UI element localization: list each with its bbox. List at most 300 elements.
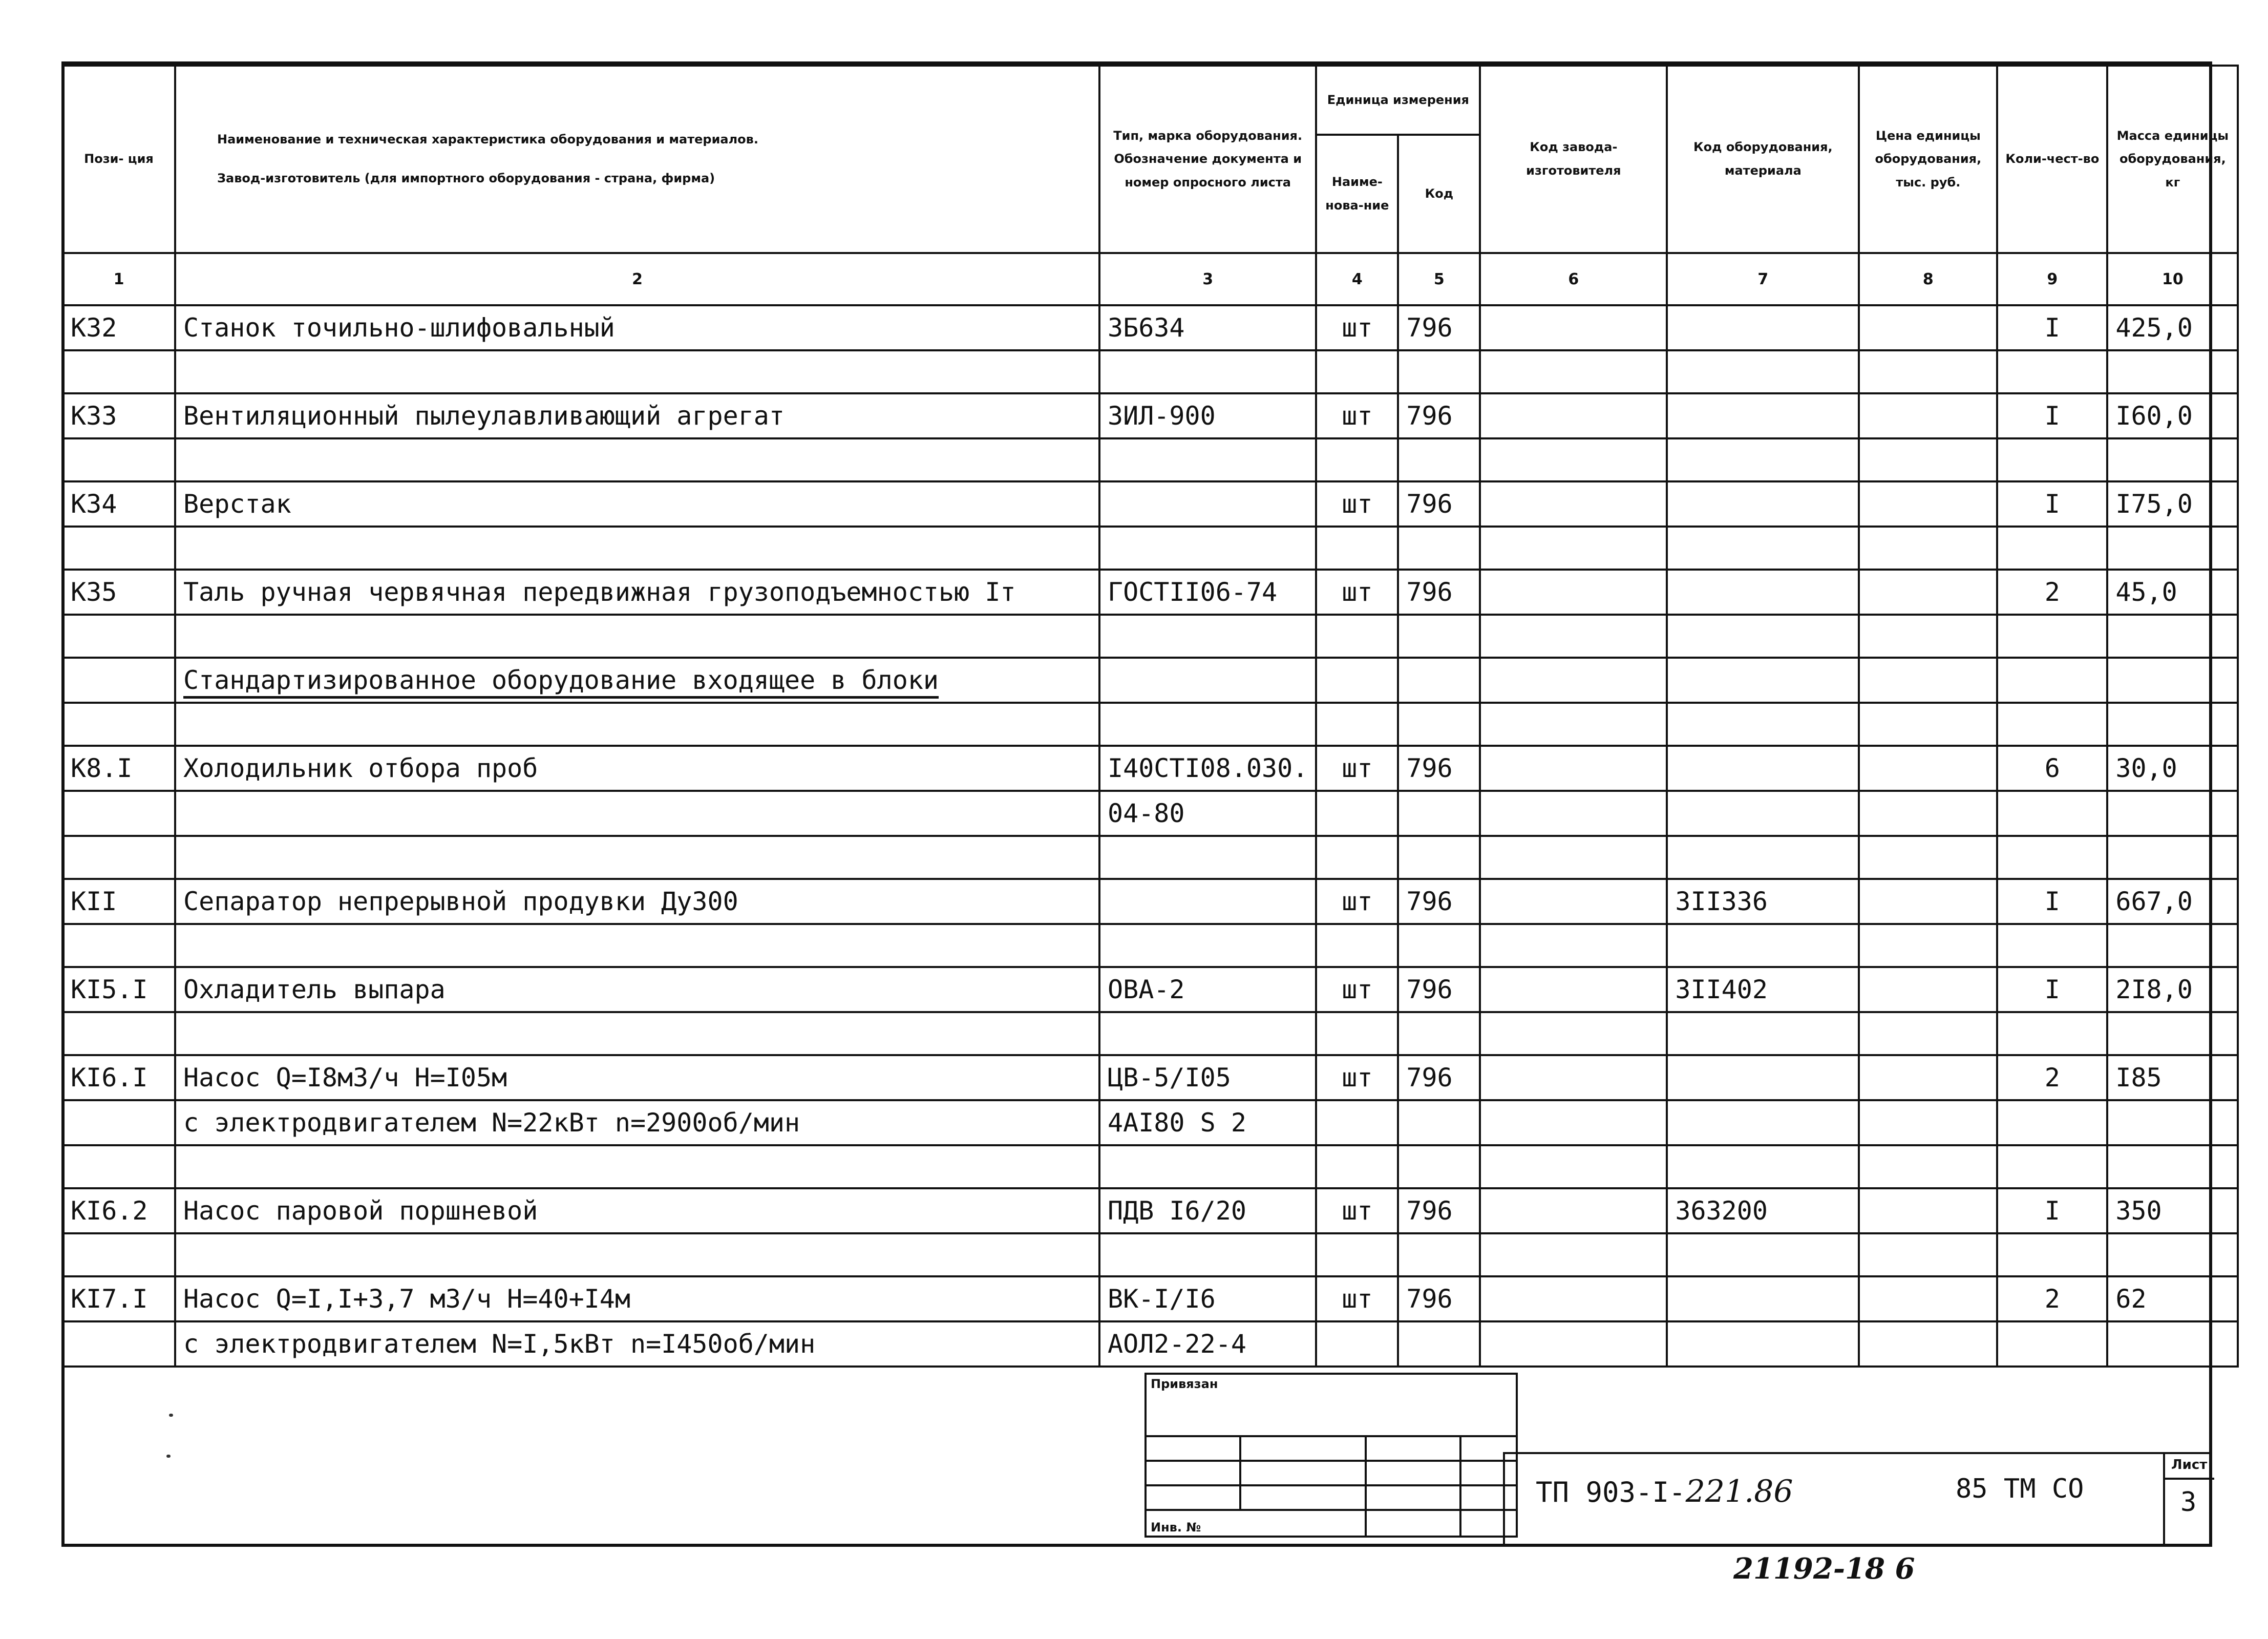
mass-cell: I75,0: [2107, 481, 2238, 527]
table-row: [62, 1012, 2238, 1055]
quantity-cell: I: [1997, 305, 2107, 350]
equipment-code-cell: [1667, 305, 1859, 350]
mass-cell: [2107, 527, 2238, 570]
name-cell: с электродвигателем N=I,5кВт n=I450об/мин: [175, 1321, 1099, 1367]
plant-code-cell: [1480, 350, 1667, 393]
equipment-code-cell: 363200: [1667, 1188, 1859, 1233]
equipment-code-cell: [1667, 658, 1859, 703]
plant-code-cell: [1480, 746, 1667, 791]
name-cell: [175, 615, 1099, 658]
header-name: [175, 66, 1099, 253]
unit-code-cell: 796: [1398, 1276, 1480, 1321]
price-cell: [1859, 527, 1997, 570]
specification-rows: [62, 305, 2238, 1367]
position-cell: [62, 791, 175, 836]
quantity-cell: [1997, 527, 2107, 570]
unit-code-cell: 796: [1398, 481, 1480, 527]
unit-name-cell: шт: [1316, 879, 1398, 924]
header-unit-group: Единица измерения: [1316, 66, 1480, 135]
plant-code-cell: [1480, 1012, 1667, 1055]
unit-code-cell: 796: [1398, 746, 1480, 791]
price-cell: [1859, 438, 1997, 481]
price-cell: [1859, 481, 1997, 527]
unit-code-cell: [1398, 836, 1480, 879]
price-cell: [1859, 967, 1997, 1012]
unit-code-cell: 796: [1398, 1188, 1480, 1233]
position-cell: К33: [62, 393, 175, 438]
table-row: [62, 1188, 2238, 1233]
mass-cell: 667,0: [2107, 879, 2238, 924]
type-cell: [1099, 924, 1316, 967]
quantity-cell: I: [1997, 481, 2107, 527]
table-row: [62, 703, 2238, 746]
type-cell: [1099, 879, 1316, 924]
quantity-cell: [1997, 703, 2107, 746]
quantity-cell: 6: [1997, 746, 2107, 791]
name-cell: Насос Q=I,I+3,7 м3/ч H=40+I4м: [175, 1276, 1099, 1321]
unit-code-cell: [1398, 438, 1480, 481]
quantity-cell: [1997, 615, 2107, 658]
unit-name-cell: [1316, 1012, 1398, 1055]
unit-name-cell: [1316, 703, 1398, 746]
equipment-code-cell: [1667, 393, 1859, 438]
type-cell: [1099, 527, 1316, 570]
mass-cell: [2107, 791, 2238, 836]
quantity-cell: [1997, 1233, 2107, 1276]
unit-name-cell: шт: [1316, 481, 1398, 527]
price-cell: [1859, 1233, 1997, 1276]
unit-code-cell: [1398, 791, 1480, 836]
name-cell: [175, 836, 1099, 879]
unit-code-cell: [1398, 1012, 1480, 1055]
equipment-code-cell: [1667, 1055, 1859, 1100]
position-cell: [62, 1145, 175, 1188]
quantity-cell: I: [1997, 1188, 2107, 1233]
equipment-code-cell: [1667, 703, 1859, 746]
price-cell: [1859, 879, 1997, 924]
mass-cell: [2107, 1012, 2238, 1055]
sheet-number: 3: [2180, 1487, 2197, 1518]
unit-name-cell: шт: [1316, 305, 1398, 350]
quantity-cell: [1997, 1100, 2107, 1145]
position-cell: [62, 350, 175, 393]
quantity-cell: [1997, 791, 2107, 836]
mass-cell: 45,0: [2107, 570, 2238, 615]
plant-code-cell: [1480, 879, 1667, 924]
position-cell: КI6.I: [62, 1055, 175, 1100]
unit-name-cell: шт: [1316, 967, 1398, 1012]
unit-code-cell: 796: [1398, 570, 1480, 615]
name-cell: [175, 350, 1099, 393]
equipment-code-cell: [1667, 570, 1859, 615]
header-unit-mass: Масса единицы оборудования, кг: [2107, 66, 2238, 253]
price-cell: [1859, 1276, 1997, 1321]
document-code-number: 221.86: [1685, 1474, 1793, 1509]
plant-code-cell: [1480, 305, 1667, 350]
unit-name-cell: [1316, 791, 1398, 836]
unit-code-cell: 796: [1398, 393, 1480, 438]
header-type: Тип, марка оборудования. Обозначение документа и номер опросного листа: [1099, 66, 1316, 253]
scan-speck: [169, 1414, 173, 1417]
price-cell: [1859, 570, 1997, 615]
unit-name-cell: шт: [1316, 1055, 1398, 1100]
table-row: [62, 1233, 2238, 1276]
name-cell: с электродвигателем N=22кВт n=2900об/мин: [175, 1100, 1099, 1145]
unit-code-cell: 796: [1398, 1055, 1480, 1100]
price-cell: [1859, 924, 1997, 967]
mass-cell: I85: [2107, 1055, 2238, 1100]
column-number: 2: [175, 253, 1099, 305]
sheet-box-divider: [2165, 1478, 2214, 1480]
position-cell: [62, 924, 175, 967]
position-cell: К35: [62, 570, 175, 615]
stamp-cell: [1146, 1461, 1240, 1485]
position-cell: КI5.I: [62, 967, 175, 1012]
unit-code-cell: [1398, 658, 1480, 703]
plant-code-cell: [1480, 527, 1667, 570]
equipment-code-cell: [1667, 791, 1859, 836]
quantity-cell: [1997, 1321, 2107, 1367]
column-number: 1: [62, 253, 175, 305]
type-cell: [1099, 658, 1316, 703]
unit-name-cell: [1316, 1233, 1398, 1276]
plant-code-cell: [1480, 924, 1667, 967]
equipment-code-cell: [1667, 1100, 1859, 1145]
mass-cell: [2107, 1321, 2238, 1367]
header-unit-code: Код: [1398, 135, 1480, 253]
position-cell: КI7.I: [62, 1276, 175, 1321]
quantity-cell: I: [1997, 967, 2107, 1012]
unit-name-cell: [1316, 1100, 1398, 1145]
name-cell: Насос Q=I8м3/ч H=I05м: [175, 1055, 1099, 1100]
unit-code-cell: 796: [1398, 305, 1480, 350]
quantity-cell: [1997, 1145, 2107, 1188]
quantity-cell: I: [1997, 879, 2107, 924]
mass-cell: 30,0: [2107, 746, 2238, 791]
header-name-line2: Завод-изготовитель (для импортного оборудования - страна, фирма): [217, 171, 715, 185]
equipment-code-cell: 3II402: [1667, 967, 1859, 1012]
position-cell: [62, 1100, 175, 1145]
mass-cell: [2107, 658, 2238, 703]
price-cell: [1859, 393, 1997, 438]
mass-cell: 425,0: [2107, 305, 2238, 350]
column-number: 3: [1099, 253, 1316, 305]
position-cell: [62, 658, 175, 703]
type-cell: I40СТI08.030.: [1099, 746, 1316, 791]
name-cell: [175, 438, 1099, 481]
equipment-code-cell: [1667, 615, 1859, 658]
table-row: [62, 1321, 2238, 1367]
header-equipment-code: Код оборудования, материала: [1667, 66, 1859, 253]
plant-code-cell: [1480, 393, 1667, 438]
stamp-cell: [1366, 1461, 1460, 1485]
table-row: [62, 481, 2238, 527]
name-cell: [175, 527, 1099, 570]
stamp-inventory-label: Инв. №: [1146, 1510, 1366, 1537]
stamp-cell: [1366, 1510, 1460, 1537]
column-number: 5: [1398, 253, 1480, 305]
equipment-code-cell: [1667, 438, 1859, 481]
unit-code-cell: [1398, 703, 1480, 746]
price-cell: [1859, 1100, 1997, 1145]
position-cell: К8.I: [62, 746, 175, 791]
name-cell: Станок точильно-шлифовальный: [175, 305, 1099, 350]
document-code: [1536, 1474, 1793, 1509]
sheet-label: Лист: [2171, 1457, 2208, 1473]
unit-name-cell: [1316, 1145, 1398, 1188]
quantity-cell: [1997, 924, 2107, 967]
unit-name-cell: шт: [1316, 1276, 1398, 1321]
quantity-cell: [1997, 836, 2107, 879]
unit-name-cell: [1316, 1321, 1398, 1367]
header-plant-code: Код завода-изготовителя: [1480, 66, 1667, 253]
header-name-line1: Наименование и техническая характеристика оборудования и материалов.: [217, 132, 758, 147]
price-cell: [1859, 836, 1997, 879]
unit-name-cell: [1316, 615, 1398, 658]
stamp-cell: [1366, 1436, 1460, 1461]
position-cell: [62, 836, 175, 879]
type-cell: [1099, 1012, 1316, 1055]
column-number: 9: [1997, 253, 2107, 305]
equipment-specification-table: [61, 65, 2239, 1368]
quantity-cell: [1997, 1012, 2107, 1055]
plant-code-cell: [1480, 791, 1667, 836]
position-cell: [62, 1012, 175, 1055]
table-row: [62, 658, 2238, 703]
type-cell: [1099, 1145, 1316, 1188]
plant-code-cell: [1480, 703, 1667, 746]
type-cell: ВК-I/I6: [1099, 1276, 1316, 1321]
table-row: [62, 1276, 2238, 1321]
table-row: [62, 615, 2238, 658]
name-cell: Охладитель выпара: [175, 967, 1099, 1012]
column-number: 6: [1480, 253, 1667, 305]
header-unit-price: Цена единицы оборудования, тыс. руб.: [1859, 66, 1997, 253]
price-cell: [1859, 1321, 1997, 1367]
equipment-code-cell: [1667, 1276, 1859, 1321]
stamp-cell: [1240, 1485, 1366, 1510]
unit-name-cell: шт: [1316, 393, 1398, 438]
plant-code-cell: [1480, 1055, 1667, 1100]
position-cell: К32: [62, 305, 175, 350]
stamp-cell: [1146, 1485, 1240, 1510]
plant-code-cell: [1480, 1145, 1667, 1188]
name-cell: Холодильник отбора проб: [175, 746, 1099, 791]
quantity-cell: I: [1997, 393, 2107, 438]
unit-code-cell: [1398, 1100, 1480, 1145]
type-cell: 04-80: [1099, 791, 1316, 836]
equipment-code-cell: [1667, 1145, 1859, 1188]
mass-cell: [2107, 615, 2238, 658]
scan-speck: [166, 1455, 171, 1458]
mass-cell: 62: [2107, 1276, 2238, 1321]
plant-code-cell: [1480, 658, 1667, 703]
type-cell: ПДВ I6/20: [1099, 1188, 1316, 1233]
column-number: 7: [1667, 253, 1859, 305]
unit-code-cell: [1398, 350, 1480, 393]
type-cell: 3Б634: [1099, 305, 1316, 350]
name-cell: [175, 1145, 1099, 1188]
position-cell: К34: [62, 481, 175, 527]
unit-name-cell: шт: [1316, 746, 1398, 791]
table-row: [62, 393, 2238, 438]
mass-cell: [2107, 703, 2238, 746]
type-cell: ОВА-2: [1099, 967, 1316, 1012]
column-number-row: [62, 253, 2238, 305]
unit-name-cell: шт: [1316, 1188, 1398, 1233]
position-cell: [62, 703, 175, 746]
type-cell: [1099, 836, 1316, 879]
mass-cell: [2107, 1100, 2238, 1145]
plant-code-cell: [1480, 836, 1667, 879]
unit-code-cell: 796: [1398, 879, 1480, 924]
unit-name-cell: [1316, 836, 1398, 879]
equipment-code-cell: 3II336: [1667, 879, 1859, 924]
equipment-code-cell: [1667, 481, 1859, 527]
price-cell: [1859, 1055, 1997, 1100]
mass-cell: [2107, 1233, 2238, 1276]
name-cell: Вентиляционный пылеулавливающий агрегат: [175, 393, 1099, 438]
table-row: [62, 527, 2238, 570]
unit-name-cell: [1316, 924, 1398, 967]
plant-code-cell: [1480, 1276, 1667, 1321]
equipment-code-cell: [1667, 1321, 1859, 1367]
quantity-cell: [1997, 658, 2107, 703]
quantity-cell: [1997, 438, 2107, 481]
price-cell: [1859, 703, 1997, 746]
name-cell: Насос паровой поршневой: [175, 1188, 1099, 1233]
name-cell: [175, 1012, 1099, 1055]
unit-code-cell: [1398, 615, 1480, 658]
document-code-prefix: ТП 903-I-: [1536, 1476, 1686, 1508]
type-cell: ГОСТII06-74: [1099, 570, 1316, 615]
price-cell: [1859, 791, 1997, 836]
price-cell: [1859, 1012, 1997, 1055]
position-cell: [62, 527, 175, 570]
archive-number: 21192-18 6: [1733, 1552, 1915, 1586]
plant-code-cell: [1480, 481, 1667, 527]
type-cell: [1099, 615, 1316, 658]
quantity-cell: 2: [1997, 1055, 2107, 1100]
plant-code-cell: [1480, 615, 1667, 658]
name-cell: [175, 658, 1099, 703]
stamp-cell: [1146, 1436, 1240, 1461]
position-cell: [62, 1233, 175, 1276]
price-cell: [1859, 658, 1997, 703]
price-cell: [1859, 746, 1997, 791]
price-cell: [1859, 1188, 1997, 1233]
table-row: [62, 836, 2238, 879]
table-row: [62, 305, 2238, 350]
unit-name-cell: [1316, 438, 1398, 481]
name-cell: Сепаратор непрерывной продувки Ду300: [175, 879, 1099, 924]
equipment-code-cell: [1667, 746, 1859, 791]
quantity-cell: 2: [1997, 1276, 2107, 1321]
stamp-cell: [1366, 1485, 1460, 1510]
name-cell: [175, 1233, 1099, 1276]
position-cell: КI6.2: [62, 1188, 175, 1233]
equipment-code-cell: [1667, 836, 1859, 879]
mass-cell: [2107, 1145, 2238, 1188]
section-heading: Стандартизированное оборудование входящее в блоки: [183, 665, 939, 695]
header-quantity: Коли-чест-во: [1997, 66, 2107, 253]
type-cell: [1099, 350, 1316, 393]
sheet-number-box: [2163, 1452, 2214, 1547]
stamp-cell: [1240, 1436, 1366, 1461]
plant-code-cell: [1480, 967, 1667, 1012]
unit-code-cell: [1398, 924, 1480, 967]
unit-code-cell: [1398, 1233, 1480, 1276]
mass-cell: 350: [2107, 1188, 2238, 1233]
unit-code-cell: [1398, 527, 1480, 570]
type-cell: [1099, 703, 1316, 746]
unit-name-cell: [1316, 527, 1398, 570]
position-cell: [62, 615, 175, 658]
equipment-code-cell: [1667, 1233, 1859, 1276]
table-row: [62, 438, 2238, 481]
unit-code-cell: [1398, 1321, 1480, 1367]
type-cell: ЗИЛ-900: [1099, 393, 1316, 438]
plant-code-cell: [1480, 438, 1667, 481]
position-cell: [62, 438, 175, 481]
table-row: [62, 1100, 2238, 1145]
table-row: [62, 350, 2238, 393]
name-cell: Таль ручная червячная передвижная грузоподъемностью Iт: [175, 570, 1099, 615]
type-cell: [1099, 1233, 1316, 1276]
column-number: 8: [1859, 253, 1997, 305]
plant-code-cell: [1480, 1233, 1667, 1276]
table-row: [62, 924, 2238, 967]
table-row: [62, 879, 2238, 924]
name-cell: [175, 791, 1099, 836]
stamp-cell: [1240, 1461, 1366, 1485]
column-number: 10: [2107, 253, 2238, 305]
equipment-code-cell: [1667, 350, 1859, 393]
unit-code-cell: [1398, 1145, 1480, 1188]
type-cell: [1099, 438, 1316, 481]
price-cell: [1859, 350, 1997, 393]
type-cell: [1099, 481, 1316, 527]
header-position: Пози- ция: [62, 66, 175, 253]
type-cell: АОЛ2-22-4: [1099, 1321, 1316, 1367]
position-cell: КII: [62, 879, 175, 924]
price-cell: [1859, 615, 1997, 658]
header-unit-name: Наиме-нова-ние: [1316, 135, 1398, 253]
quantity-cell: 2: [1997, 570, 2107, 615]
mass-cell: [2107, 924, 2238, 967]
table-row: [62, 570, 2238, 615]
mass-cell: I60,0: [2107, 393, 2238, 438]
equipment-code-cell: [1667, 924, 1859, 967]
price-cell: [1859, 305, 1997, 350]
attachment-stamp: [1144, 1373, 1518, 1538]
unit-name-cell: [1316, 350, 1398, 393]
unit-name-cell: шт: [1316, 570, 1398, 615]
plant-code-cell: [1480, 1188, 1667, 1233]
title-block: [1503, 1452, 2212, 1547]
mass-cell: [2107, 836, 2238, 879]
quantity-cell: [1997, 350, 2107, 393]
position-cell: [62, 1321, 175, 1367]
document-series: 85 ТМ СО: [1956, 1474, 2084, 1504]
mass-cell: 2I8,0: [2107, 967, 2238, 1012]
equipment-code-cell: [1667, 1012, 1859, 1055]
table-row: [62, 967, 2238, 1012]
plant-code-cell: [1480, 570, 1667, 615]
name-cell: [175, 703, 1099, 746]
table-row: [62, 1055, 2238, 1100]
unit-code-cell: 796: [1398, 967, 1480, 1012]
